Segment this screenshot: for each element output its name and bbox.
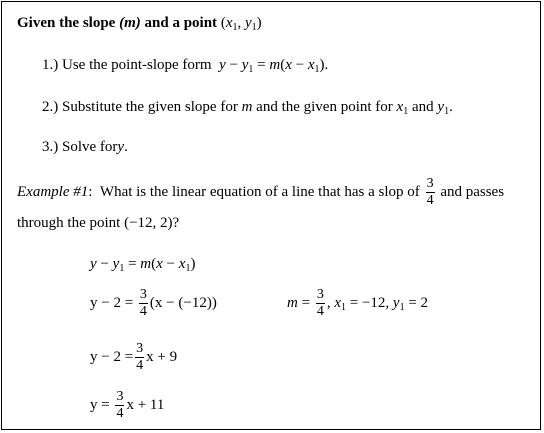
- example-question-cont: through the point (−12, 2)?: [17, 215, 180, 231]
- example-label: Example #1: [17, 183, 89, 200]
- step-1-num: 1.): [42, 57, 59, 73]
- step-1-text: Use the point-slope form: [62, 57, 212, 73]
- step-3-num: 3.): [42, 139, 59, 155]
- work-line-3: y − 2 = $\frac{3}{4}$ x + 9: [90, 341, 178, 373]
- step-3: 3.) Solve fory.: [42, 139, 128, 155]
- work-line-2: y − 2 = $\frac{3}{4}$ (x − (−12)): [90, 287, 217, 319]
- step-1: [42, 58, 328, 73]
- work-line-4-fraction: $\frac{3}{4}$: [116, 389, 124, 421]
- work-line-1: $y - y_1 = m(x - x_1)$: [90, 256, 196, 274]
- work-line-3-fraction: $\frac{3}{4}$: [136, 341, 144, 373]
- point-slope-formula: $y - y_1 = m(x - x_1)$.: [219, 57, 329, 75]
- work-line-2-fraction: $\frac{3}{4}$: [139, 287, 147, 319]
- given-fraction: $\frac{3}{4}$: [316, 287, 324, 319]
- document-frame: [1, 1, 541, 430]
- heading-point: ($x_1$, $y_1$): [220, 15, 262, 33]
- section-heading: [17, 16, 262, 31]
- given-values: m = $\frac{3}{4}$ , $x_1 = -12$, $y_1 = 2$: [287, 287, 429, 319]
- step-2-num: 2.): [42, 99, 59, 115]
- heading-m: (m): [119, 15, 141, 31]
- slope-fraction: $\frac{3}{4}$: [426, 176, 434, 208]
- heading-text: Given the slope: [17, 15, 116, 31]
- step-2: 2.) Substitute the given slope for m and the given point for $x_1$ and $y_1$.: [42, 99, 453, 117]
- work-line-4: y = $\frac{3}{4}$ x + 11: [90, 389, 165, 421]
- heading-and-point: and a point: [144, 15, 218, 31]
- example-question: Example #1: What is the linear equation of a line that has a slop of $\frac{3}{4}$ and passes: [17, 176, 505, 208]
